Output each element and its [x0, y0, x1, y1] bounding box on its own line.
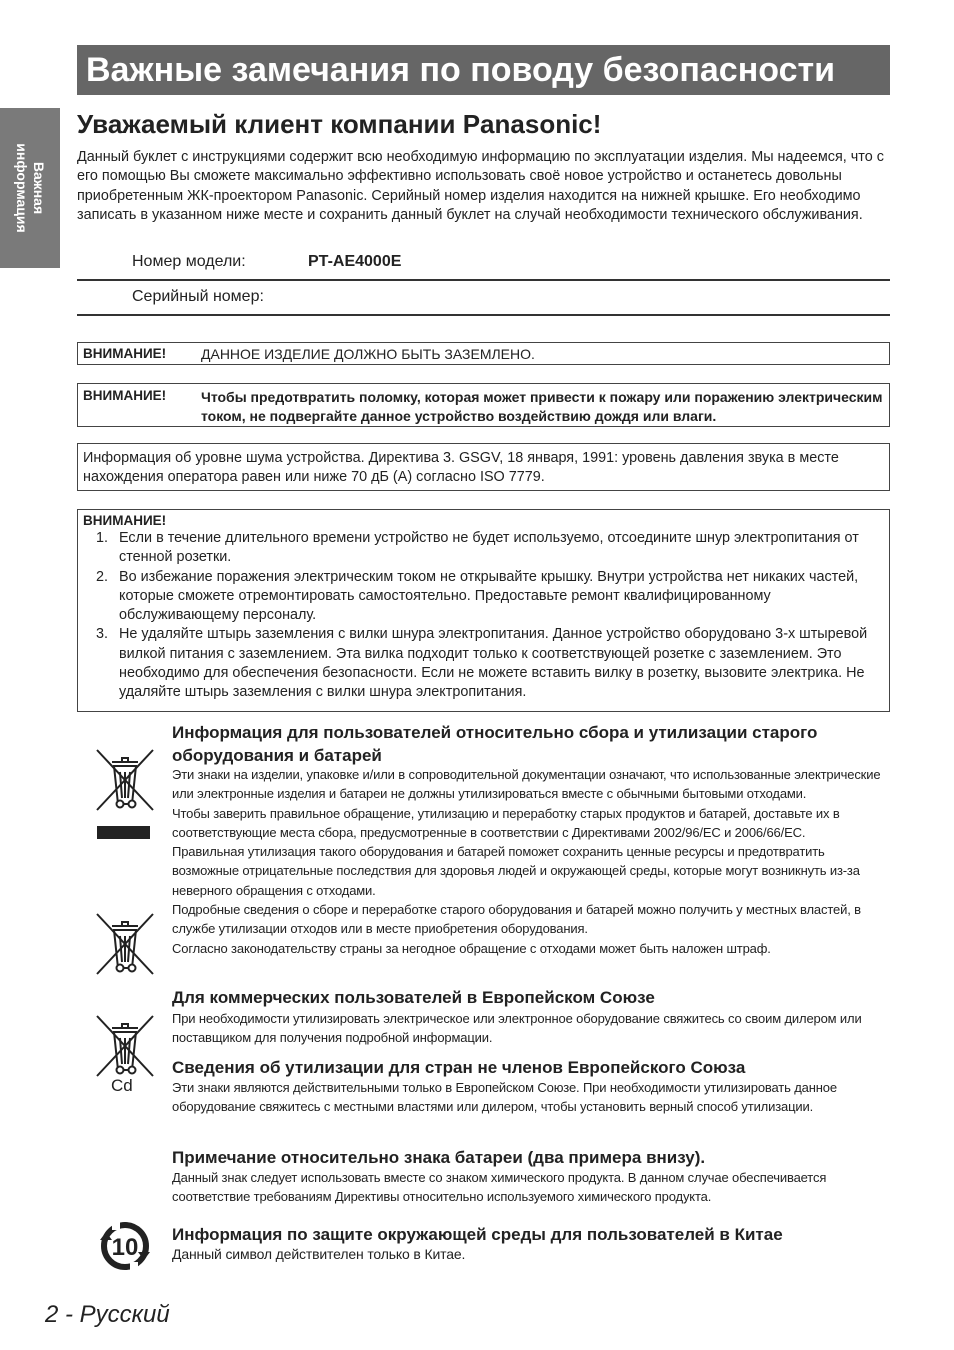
caution-title: ВНИМАНИЕ!	[83, 513, 167, 528]
commercial-heading: Для коммерческих пользователей в Европейском Союзе	[172, 988, 655, 1007]
serial-label: Серийный номер:	[132, 288, 264, 305]
caution-item	[96, 568, 888, 626]
page-footer: 2 - Русский	[45, 1301, 170, 1328]
commercial-text: При необходимости утилизировать электрическое или электронное оборудование свяжитесь со своим дилером или поставщиком для получения подробной информации.	[172, 1011, 862, 1046]
warning-text: ДАННОЕ ИЗДЕЛИЕ ДОЛЖНО БЫТЬ ЗАЗЕМЛЕНО.	[201, 346, 535, 362]
greeting-heading: Уважаемый клиент компании Panasonic!	[77, 109, 602, 139]
model-row	[77, 245, 890, 281]
caution-item-text: Если в течение длительного времени устройство не будет используемо, отсоедините шнур электропитания от стенной розетки.	[119, 530, 859, 566]
caution-item	[96, 625, 888, 702]
page-title: Важные замечания по поводу безопасности	[77, 45, 890, 95]
model-value: PT-AE4000E	[308, 253, 402, 270]
cd-label: Cd	[111, 1076, 133, 1095]
caution-list	[96, 529, 888, 703]
disposal-p3: Правильная утилизация такого оборудования и батарей поможет сохранить ценные ресурсы и предотвратить возможные отрицательные последствия для здоровья людей и окружающей среды, которые могут возникнуть из-за неверного обращения с отходами.	[172, 844, 860, 898]
weee-bin-cd-icon	[94, 1012, 156, 1078]
intro-paragraph: Данный буклет с инструкциями содержит всю необходимую информацию по эксплуатации изделия. Мы надеемся, что с его помощью Вы сможете максимально эффективно использовать своё новое устройство и останетесь довольны приобретенным ЖК-проектором Panasonic. Серийный номер изделия находится на нижней крышке. Его необходимо записать в указанном ниже месте и сохранить данный буклет на случай необходимости технического обслуживания.	[77, 149, 884, 223]
disposal-paragraph	[172, 765, 892, 958]
battery-note-heading: Примечание относительно знака батареи (два примера внизу).	[172, 1148, 706, 1167]
side-tab-label	[13, 143, 47, 232]
caution-item-number: 2.	[96, 568, 109, 585]
china-heading: Информация по защите окружающей среды для пользователей в Китае	[172, 1225, 783, 1244]
noise-info-box	[77, 443, 890, 491]
non-eu-heading: Сведения об утилизации для стран не членов Европейского Союза	[172, 1058, 746, 1077]
weee-bin-icon	[94, 746, 156, 812]
china-epup-icon	[96, 1218, 154, 1274]
warning-label: ВНИМАНИЕ!	[83, 346, 167, 361]
non-eu-text: Эти знаки являются действительными только в Европейском Союзе. При необходимости утилизировать данное оборудование свяжитесь с местными властями или дилером, чтобы установить верный способ утилизации.	[172, 1080, 837, 1115]
disposal-p2: Чтобы заверить правильное обращение, утилизацию и переработку старых продуктов и батарей, доставьте их в соответствующие места сбора, предусмотренные в соответствии с Директивами 2002/96/EC и 2006/66/EC.	[172, 805, 840, 840]
disposal-heading: Информация для пользователей относительно сбора и утилизации старого оборудования и батарей	[172, 723, 818, 765]
warning-box-moisture	[77, 383, 890, 427]
weee-black-bar	[97, 826, 150, 839]
noise-info-text: Информация об уровне шума устройства. Директива 3. GSGV, 18 января, 1991: уровень давления звука в месте нахождения оператора равен или ниже 70 дБ (А) согласно ISO 7779.	[83, 450, 839, 485]
model-label: Номер модели:	[132, 253, 246, 270]
caution-item-text: Не удаляйте штырь заземления с вилки шнура электропитания. Данное устройство оборудовано 3-х штыревой вилкой питания с заземлением. Эта вилка подходит только к соответствующей розетке с заземлением. Это необходимо для обеспечения безопасности. Если не можете вставить вилку в розетку, вызовите электрика. Не удаляйте штырь заземления с вилки шнура электропитания.	[119, 626, 868, 701]
caution-item-number: 1.	[96, 530, 109, 546]
serial-row	[77, 280, 890, 316]
side-tab-line2: информация	[14, 143, 30, 233]
battery-note-text: Данный знак следует использовать вместе со знаком химического продукта. В данном случае обеспечивается соответствие требованиям Директивы относительно используемого химического продукта.	[172, 1170, 827, 1205]
warning-box-grounding	[77, 342, 890, 365]
warning-text: Чтобы предотвратить поломку, которая может привести к пожару или поражению электрическим током, не подвергайте данное устройство воздействию дождя или влаги.	[201, 389, 883, 424]
caution-item-text: Во избежание поражения электрическим током не открывайте крышку. Внутри устройства нет никаких частей, которые сможете отремонтировать самостоятельно. Предоставьте ремонт квалифицированному обслуживающему персоналу.	[119, 568, 859, 624]
caution-item	[96, 529, 888, 568]
caution-box	[77, 509, 890, 712]
side-tab-line1: Важная	[31, 161, 47, 215]
disposal-p5: Согласно законодательству страны за негодное обращение с отходами может быть наложен штраф.	[172, 940, 771, 956]
weee-bin-icon	[94, 910, 156, 976]
china-icon-number: 10	[111, 1234, 139, 1261]
warning-label: ВНИМАНИЕ!	[83, 388, 167, 403]
disposal-p4: Подробные сведения о сборе и переработке старого оборудования и батарей можно получить у местных властей, в службе утилизации отходов или в месте приобретения оборудования.	[172, 902, 861, 937]
china-text: Данный символ действителен только в Китае.	[172, 1246, 466, 1262]
caution-item-number: 3.	[96, 626, 109, 643]
disposal-p1: Эти знаки на изделии, упаковке и/или в сопроводительной документации означают, что использованные электрические или электронные изделия и батареи не должны утилизироваться вместе с обычными бытовыми отходами.	[172, 767, 881, 802]
